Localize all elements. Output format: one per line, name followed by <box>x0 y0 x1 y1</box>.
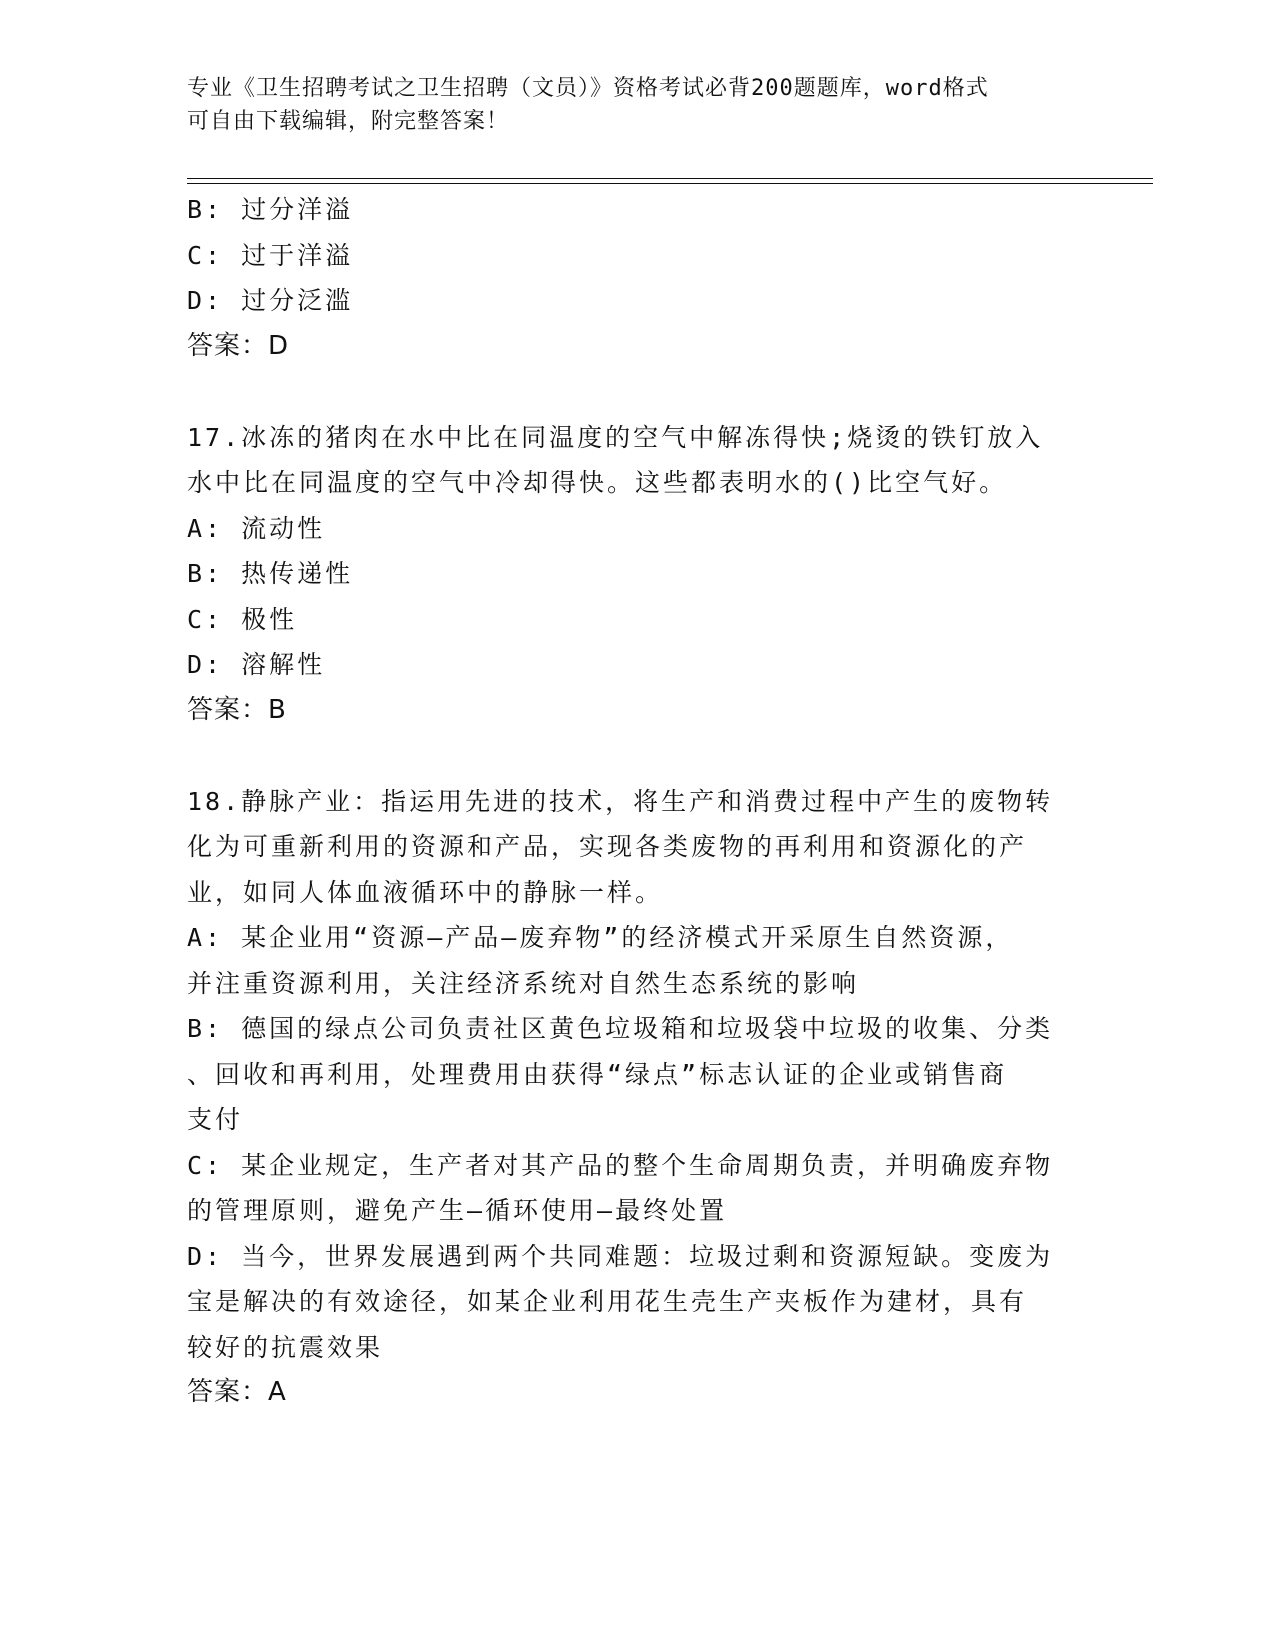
option-d-line: 宝是解决的有效途径，如某企业利用花生壳生产夹板作为建材，具有 <box>187 1287 1028 1316</box>
option-b-line: B: 德国的绿点公司负责社区黄色垃圾箱和垃圾袋中垃圾的收集、分类 <box>187 1014 1054 1043</box>
document-body <box>187 187 1067 1416</box>
header-subtitle-line: 可自由下载编辑，附完整答案！ <box>187 109 510 134</box>
question-17 <box>187 415 1067 734</box>
option-d: D: 溶解性 <box>187 650 326 679</box>
page-header <box>187 72 1067 138</box>
option-b-line: 支付 <box>187 1105 244 1134</box>
option-c-line: C: 某企业规定，生产者对其产品的整个生命周期负责，并明确废弃物 <box>187 1150 1054 1180</box>
question-18-text-line: 18.静脉产业：指运用先进的技术，将生产和消费过程中产生的废物转 <box>187 786 1054 816</box>
header-title-line: 专业《卫生招聘考试之卫生招聘（文员）》资格考试必背200题题库，word格式 <box>187 76 989 101</box>
answer-line: 答案：D <box>187 330 290 361</box>
question-18-text-line: 化为可重新利用的资源和产品，实现各类废物的再利用和资源化的产 <box>187 832 1028 861</box>
question-17-text-line: 17.冰冻的猪肉在水中比在同温度的空气中解冻得快;烧烫的铁钉放入 <box>187 422 1044 452</box>
answer-line: 答案：A <box>187 1377 287 1407</box>
question-17-text-line: 水中比在同温度的空气中冷却得快。这些都表明水的()比空气好。 <box>187 468 1008 497</box>
option-d: D: 过分泛滥 <box>187 286 354 315</box>
option-b-line: 、回收和再利用，处理费用由获得“绿点”标志认证的企业或销售商 <box>187 1059 1008 1089</box>
question-18 <box>187 779 1067 1416</box>
previous-question-options <box>187 187 1067 369</box>
question-18-text-line: 业，如同人体血液循环中的静脉一样。 <box>187 877 664 907</box>
option-a: A: 流动性 <box>187 513 326 543</box>
header-divider-bottom <box>187 183 1153 184</box>
answer-line: 答案：B <box>187 694 287 725</box>
option-c: C: 极性 <box>187 604 298 634</box>
option-b: B: 过分洋溢 <box>187 195 354 224</box>
option-c: C: 过于洋溢 <box>187 240 354 270</box>
paragraph-gap <box>187 369 1067 415</box>
option-c-line: 的管理原则，避免产生—循环使用—最终处置 <box>187 1196 728 1225</box>
option-a-line: 并注重资源利用，关注经济系统对自然生态系统的影响 <box>187 968 860 998</box>
header-divider-top <box>187 178 1153 179</box>
option-d-line: D: 当今，世界发展遇到两个共同难题：垃圾过剩和资源短缺。变废为 <box>187 1241 1054 1271</box>
option-b: B: 热传递性 <box>187 559 354 588</box>
option-a-line: A: 某企业用“资源—产品—废弃物”的经济模式开采原生自然资源， <box>187 923 1014 952</box>
option-d-line: 较好的抗震效果 <box>187 1332 384 1362</box>
paragraph-gap <box>187 733 1067 779</box>
